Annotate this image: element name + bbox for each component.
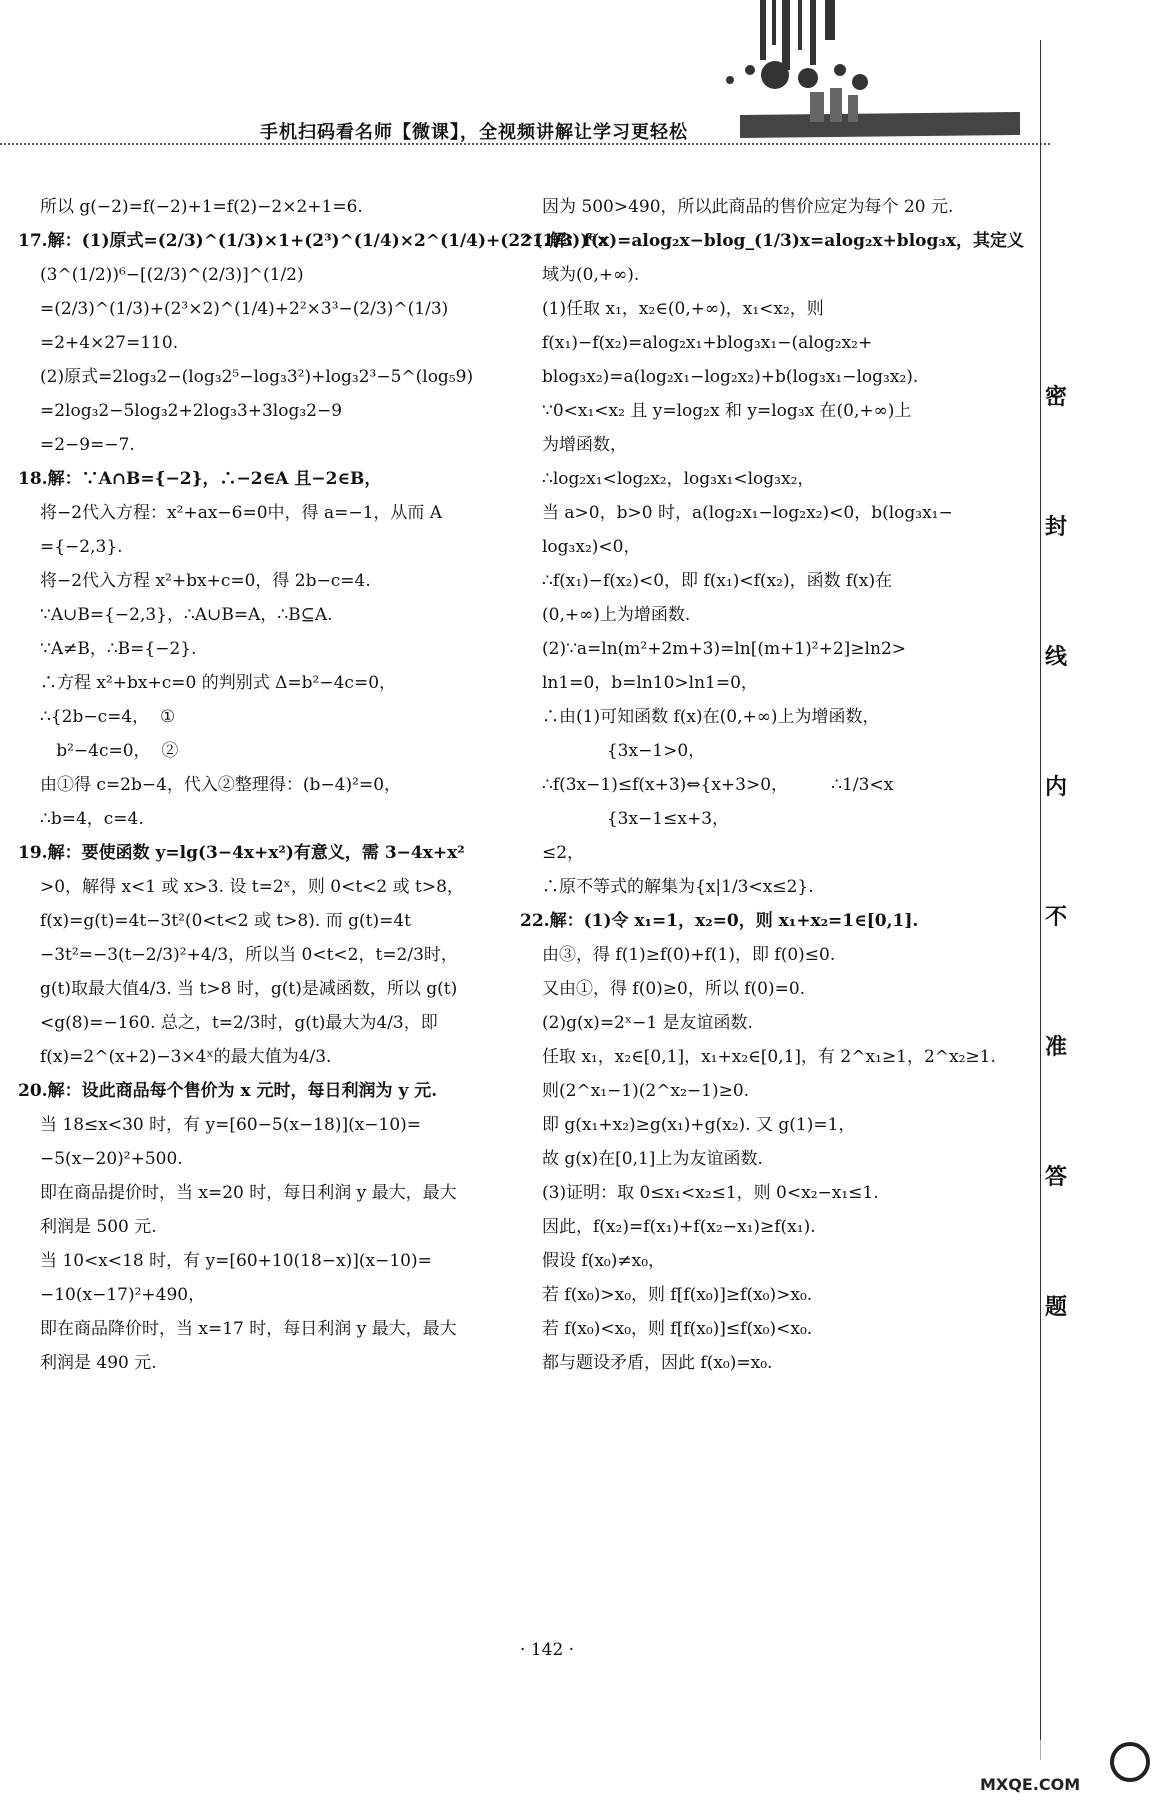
- text-line: =2−9=−7.: [40, 435, 135, 455]
- page-header: [0, 0, 1164, 150]
- text-line: 18.解：∵A∩B={−2}，∴−2∈A 且−2∈B，: [18, 469, 382, 489]
- text-line: {3x−1>0，: [542, 741, 706, 761]
- text-line: (3^(1/2))⁶−[(2/3)^(2/3)]^(1/2): [40, 265, 304, 285]
- text-line: log₃x₂)<0，: [542, 537, 641, 557]
- text-line: 利润是 500 元.: [40, 1217, 157, 1237]
- text-line: 将−2代入方程：x²+ax−6=0中，得 a=−1，从而 A: [40, 503, 443, 523]
- text-line: ∴f(x₁)−f(x₂)<0，即 f(x₁)<f(x₂)，函数 f(x)在: [542, 571, 893, 591]
- text-line: ∴b=4，c=4.: [40, 809, 144, 829]
- text-line: 因为 500>490，所以此商品的售价应定为每个 20 元.: [542, 197, 954, 217]
- text-line: (2)∵a=ln(m²+2m+3)=ln[(m+1)²+2]≥ln2>: [542, 639, 907, 659]
- text-line: f(x)=g(t)=4t−3t²(0<t<2 或 t>8). 而 g(t)=4t: [40, 911, 411, 931]
- page-number: · 142 ·: [520, 1640, 575, 1660]
- seal-char: 答: [1044, 1165, 1067, 1190]
- text-line: 当 a>0，b>0 时，a(log₂x₁−log₂x₂)<0，b(log₃x₁−: [542, 503, 953, 523]
- text-line: 将−2代入方程 x²+bx+c=0，得 2b−c=4.: [40, 571, 371, 591]
- text-line: 故 g(x)在[0,1]上为友谊函数.: [542, 1149, 763, 1169]
- text-line: ∴{2b−c=4， ①: [40, 707, 176, 727]
- text-line: 由①得 c=2b−4，代入②整理得：(b−4)²=0，: [40, 775, 402, 795]
- text-line: (0,+∞)上为增函数.: [542, 605, 691, 625]
- text-line: 域为(0,+∞).: [542, 265, 640, 285]
- text-line: f(x)=2^(x+2)−3×4ˣ的最大值为4/3.: [40, 1047, 332, 1067]
- text-line: (1)任取 x₁，x₂∈(0,+∞)，x₁<x₂，则: [542, 299, 824, 319]
- text-line: 22.解：(1)令 x₁=1，x₂=0，则 x₁+x₂=1∈[0,1].: [520, 911, 919, 931]
- text-line: <g(8)=−160. 总之，t=2/3时，g(t)最大为4/3，即: [40, 1013, 438, 1033]
- text-line: 由③，得 f(1)≥f(0)+f(1)，即 f(0)≤0.: [542, 945, 836, 965]
- text-line: 又由①，得 f(0)≥0，所以 f(0)=0.: [542, 979, 806, 999]
- text-line: 所以 g(−2)=f(−2)+1=f(2)−2×2+1=6.: [40, 197, 363, 217]
- text-line: 19.解：要使函数 y=lg(3−4x+x²)有意义，需 3−4x+x²: [18, 843, 465, 863]
- right-column: [520, 190, 1024, 1380]
- seal-char: 线: [1044, 645, 1067, 670]
- text-line: 因此，f(x₂)=f(x₁)+f(x₂−x₁)≥f(x₁).: [542, 1217, 816, 1237]
- text-line: g(t)取最大值4/3. 当 t>8 时，g(t)是减函数，所以 g(t): [40, 979, 458, 999]
- text-line: 当 10<x<18 时，有 y=[60+10(18−x)](x−10)=: [40, 1251, 432, 1271]
- text-line: 则(2^x₁−1)(2^x₂−1)≥0.: [542, 1081, 750, 1101]
- text-line: 若 f(x₀)>x₀，则 f[f(x₀)]≥f(x₀)>x₀.: [542, 1285, 813, 1305]
- text-line: ∵A≠B，∴B={−2}.: [40, 639, 197, 659]
- text-line: f(x₁)−f(x₂)=alog₂x₁+blog₃x₁−(alog₂x₂+: [542, 333, 873, 353]
- text-line: ∴由(1)可知函数 f(x)在(0,+∞)上为增函数，: [542, 707, 880, 727]
- text-line: (2)原式=2log₃2−(log₃2⁵−log₃3²)+log₃2³−5^(log₅9): [40, 367, 474, 387]
- text-line: −5(x−20)²+500.: [40, 1149, 183, 1169]
- text-line: >0，解得 x<1 或 x>3. 设 t=2ˣ，则 0<t<2 或 t>8，: [40, 877, 464, 897]
- text-line: 假设 f(x₀)≠x₀，: [542, 1251, 666, 1271]
- text-line: 20.解：设此商品每个售价为 x 元时，每日利润为 y 元.: [18, 1081, 438, 1101]
- text-line: −3t²=−3(t−2/3)²+4/3，所以当 0<t<2，t=2/3时，: [40, 945, 458, 965]
- text-line: 即在商品降价时，当 x=17 时，每日利润 y 最大，最大: [40, 1319, 457, 1339]
- seal-char: 内: [1044, 775, 1067, 800]
- text-line: 17.解：(1)原式=(2/3)^(1/3)×1+(2³)^(1/4)×2^(1/4)+(2^(1/3))⁶×: [18, 231, 611, 251]
- text-line: ∴方程 x²+bx+c=0 的判别式 Δ=b²−4c=0，: [40, 673, 397, 693]
- text-line: (3)证明：取 0≤x₁<x₂≤1，则 0<x₂−x₁≤1.: [542, 1183, 879, 1203]
- header-decoration: [720, 0, 1060, 150]
- text-line: 都与题设矛盾，因此 f(x₀)=x₀.: [542, 1353, 773, 1373]
- seal-char: 密: [1044, 385, 1067, 410]
- text-line: 若 f(x₀)<x₀，则 f[f(x₀)]≤f(x₀)<x₀.: [542, 1319, 813, 1339]
- text-line: −10(x−17)²+490，: [40, 1285, 206, 1305]
- text-line: {3x−1≤x+3，: [542, 809, 730, 829]
- text-line: ln1=0，b=ln10>ln1=0，: [542, 673, 758, 693]
- text-line: 利润是 490 元.: [40, 1353, 157, 1373]
- text-line: blog₃x₂)=a(log₂x₁−log₂x₂)+b(log₃x₁−log₃x₂).: [542, 367, 919, 387]
- text-line: =(2/3)^(1/3)+(2³×2)^(1/4)+2²×3³−(2/3)^(1/3): [40, 299, 449, 319]
- text-line: 任取 x₁，x₂∈[0,1]，x₁+x₂∈[0,1]，有 2^x₁≥1，2^x₂≥1.: [542, 1047, 996, 1067]
- seal-text: [1036, 380, 1076, 1420]
- seal-char: 题: [1044, 1295, 1067, 1320]
- text-line: =2log₃2−5log₃2+2log₃3+3log₃2−9: [40, 401, 343, 421]
- text-line: ∴log₂x₁<log₂x₂，log₃x₁<log₃x₂，: [542, 469, 815, 489]
- text-line: ∵0<x₁<x₂ 且 y=log₂x 和 y=log₃x 在(0,+∞)上: [542, 401, 912, 421]
- text-line: 即 g(x₁+x₂)≥g(x₁)+g(x₂). 又 g(1)=1，: [542, 1115, 856, 1135]
- header-tagline: 手机扫码看名师【微课】，全视频讲解让学习更轻松: [260, 122, 688, 143]
- text-line: ={−2,3}.: [40, 537, 123, 557]
- text-line: (2)g(x)=2ˣ−1 是友谊函数.: [542, 1013, 753, 1033]
- text-line: 为增函数，: [542, 435, 627, 455]
- watermark-site: MXQE.COM: [980, 1775, 1081, 1794]
- text-line: =2+4×27=110.: [40, 333, 179, 353]
- text-line: ∴f(3x−1)≤f(x+3)⇔{x+3>0， ∴1/3<x: [542, 775, 894, 795]
- text-line: 21.解：f(x)=alog₂x−blog_(1/3)x=alog₂x+blog₃x，其定义: [520, 231, 1024, 251]
- text-line: b²−4c=0， ②: [40, 741, 179, 761]
- text-line: ≤2，: [542, 843, 585, 863]
- text-line: 即在商品提价时，当 x=20 时，每日利润 y 最大，最大: [40, 1183, 457, 1203]
- text-line: ∵A∪B={−2,3}，∴A∪B=A，∴B⊆A.: [40, 605, 333, 625]
- seal-char: 封: [1044, 515, 1067, 540]
- text-line: ∴原不等式的解集为{x|1/3<x≤2}.: [542, 877, 814, 897]
- seal-char: 准: [1044, 1035, 1067, 1060]
- text-line: 当 18≤x<30 时，有 y=[60−5(x−18)](x−10)=: [40, 1115, 422, 1135]
- seal-char: 不: [1044, 905, 1067, 930]
